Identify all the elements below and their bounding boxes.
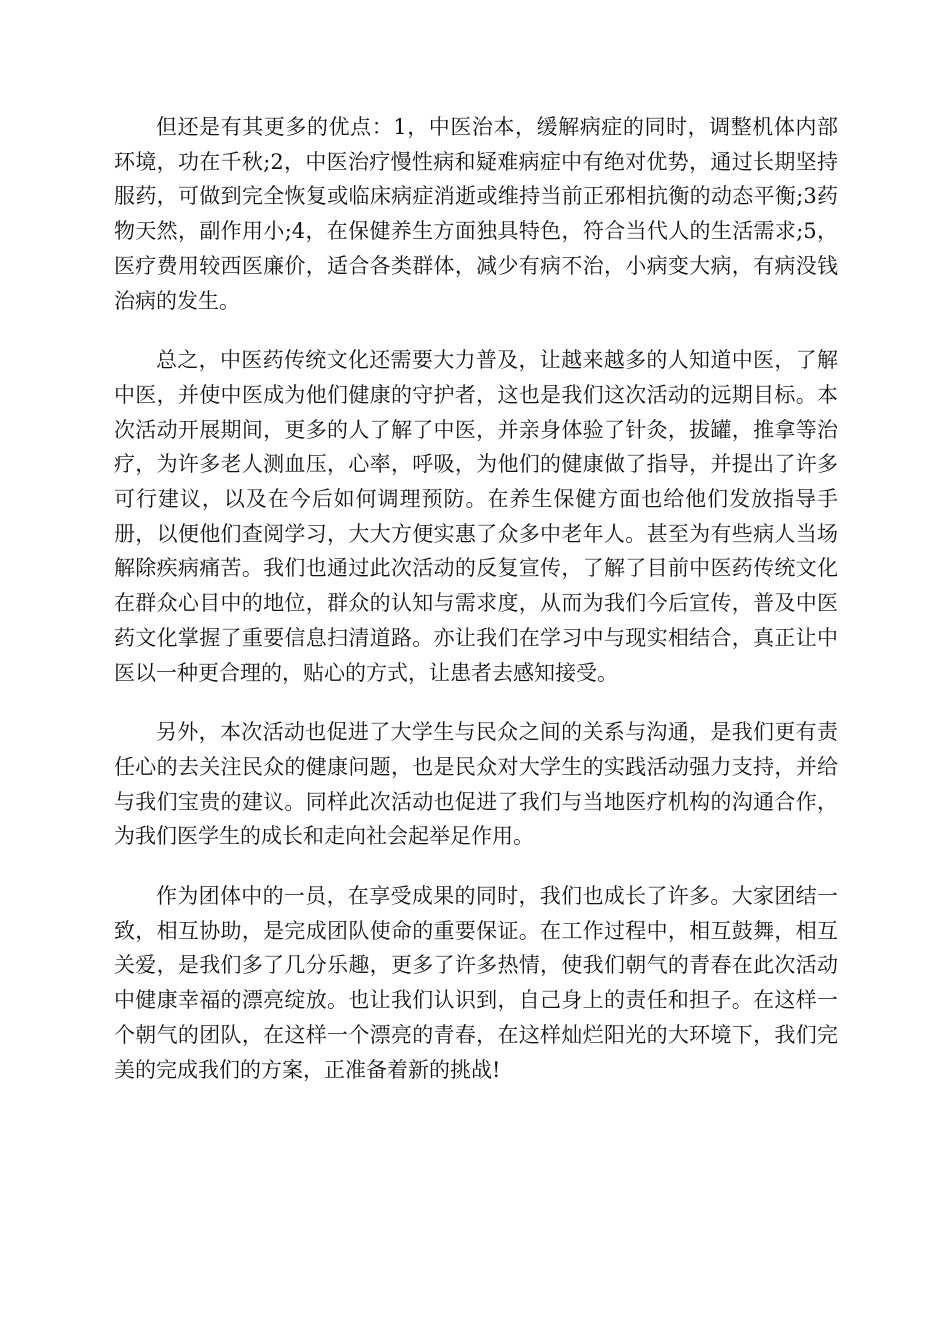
paragraph-summary: 总之，中医药传统文化还需要大力普及，让越来越多的人知道中医，了解中医，并使中医成为他们健康的守护者，这也是我们这次活动的远期目标。本次活动开展期间，更多的人了解了中医，并亲身体验了针灸，拔罐，推拿等治疗，为许多老人测血压，心率，呼吸，为他们的健康做了指导，并提出了许多可行建议，以及在今后如何调理预防。在养生保健方面也给他们发放指导手册，以便他们查阅学习，大大方便实惠了众多中老年人。甚至为有些病人当场解除疾病痛苦。我们也通过此次活动的反复宣传，了解了目前中医药传统文化在群众心目中的地位，群众的认知与需求度，从而为我们今后宣传，普及中医药文化掌握了重要信息扫清道路。亦让我们在学习中与现实相结合，真正让中医以一种更合理的，贴心的方式，让患者去感知接受。 [114,348,838,685]
paragraph-team-growth: 作为团体中的一员，在享受成果的同时，我们也成长了许多。大家团结一致，相互协助，是完成团队使命的重要保证。在工作过程中，相互鼓舞，相互关爱，是我们多了几分乐趣，更多了许多热情，使我们朝气的青春在此次活动中健康幸福的漂亮绽放。也让我们认识到，自己身上的责任和担子。在这样一个朝气的团队，在这样一个漂亮的青春，在这样灿烂阳光的大环境下，我们完美的完成我们的方案，正准备着新的挑战! [114,884,838,1082]
document-body [114,110,838,1112]
paragraph-communication: 另外，本次活动也促进了大学生与民众之间的关系与沟通，是我们更有责任心的去关注民众的健康问题，也是民众对大学生的实践活动强力支持，并给与我们宝贵的建议。同样此次活动也促进了我们与当地医疗机构的沟通合作，为我们医学生的成长和走向社会起举足作用。 [114,720,838,849]
paragraph-advantages: 但还是有其更多的优点：1，中医治本，缓解病症的同时，调整机体内部环境，功在千秋;2，中医治疗慢性病和疑难病症中有绝对优势，通过长期坚持服药，可做到完全恢复或临床病症消逝或维持当前正邪相抗衡的动态平衡;3药物天然，副作用小;4，在保健养生方面独具特色，符合当代人的生活需求;5，医疗费用较西医廉价，适合各类群体，减少有病不治，小病变大病，有病没钱治病的发生。 [114,115,838,313]
